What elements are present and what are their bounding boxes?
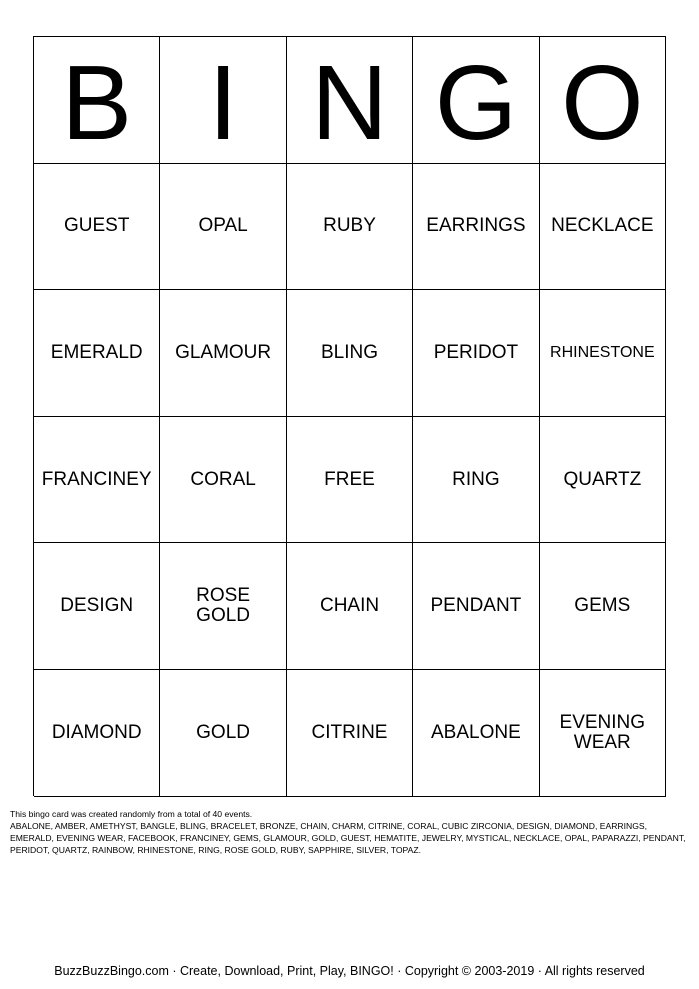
bingo-cell: RHINESTONE (540, 290, 666, 417)
header-letter-i: I (160, 37, 286, 164)
bingo-row (34, 164, 666, 291)
bingo-cell: ROSE GOLD (160, 543, 286, 670)
bingo-row (34, 290, 666, 417)
bingo-cell: CHAIN (287, 543, 413, 670)
bingo-row (34, 543, 666, 670)
bingo-cell: GOLD (160, 670, 286, 797)
bingo-cell: OPAL (160, 164, 286, 291)
bingo-row (34, 670, 666, 797)
free-space-cell: FREE (287, 417, 413, 544)
bingo-cell: ABALONE (413, 670, 539, 797)
bingo-cell: RING (413, 417, 539, 544)
header-letter-b: B (34, 37, 160, 164)
bingo-cell: CORAL (160, 417, 286, 544)
bingo-cell: QUARTZ (540, 417, 666, 544)
bingo-cell: BLING (287, 290, 413, 417)
header-letter-o: O (540, 37, 666, 164)
event-list-footnote (10, 808, 690, 856)
bingo-header-row (34, 37, 666, 164)
bingo-cell: DIAMOND (34, 670, 160, 797)
bingo-cell: CITRINE (287, 670, 413, 797)
bingo-cell: GEMS (540, 543, 666, 670)
footnote-events: ABALONE, AMBER, AMETHYST, BANGLE, BLING, BRACELET, BRONZE, CHAIN, CHARM, CITRINE, CORAL, CUBIC ZIRCONIA, DESIGN, DIAMOND, EARRINGS, EMERALD, EVENING WEAR, FACEBOOK, FRANCINEY, GEMS, GLAMOUR, GOLD, GUEST, HEMATITE, JEWELRY, MYSTICAL, NECKLACE, OPAL, PAPARAZZI, PENDANT, PERIDOT, QUARTZ, RAINBOW, RHINESTONE, RING, ROSE GOLD, RUBY, SAPPHIRE, SILVER, TOPAZ. (10, 821, 686, 855)
bingo-row (34, 417, 666, 544)
bingo-cell: GUEST (34, 164, 160, 291)
header-letter-n: N (287, 37, 413, 164)
bingo-cell: EMERALD (34, 290, 160, 417)
bingo-cell: PERIDOT (413, 290, 539, 417)
header-letter-g: G (413, 37, 539, 164)
bingo-cell: PENDANT (413, 543, 539, 670)
bingo-cell: EARRINGS (413, 164, 539, 291)
bingo-cell: GLAMOUR (160, 290, 286, 417)
bingo-cell: EVENING WEAR (540, 670, 666, 797)
copyright-footer: BuzzBuzzBingo.com · Create, Download, Print, Play, BINGO! · Copyright © 2003-2019 · All rights reserved (54, 964, 645, 978)
bingo-cell: FRANCINEY (34, 417, 160, 544)
bingo-cell: NECKLACE (540, 164, 666, 291)
bingo-card (33, 36, 666, 796)
bingo-cell: DESIGN (34, 543, 160, 670)
bingo-cell: RUBY (287, 164, 413, 291)
footnote-intro: This bingo card was created randomly from a total of 40 events. (10, 809, 253, 819)
